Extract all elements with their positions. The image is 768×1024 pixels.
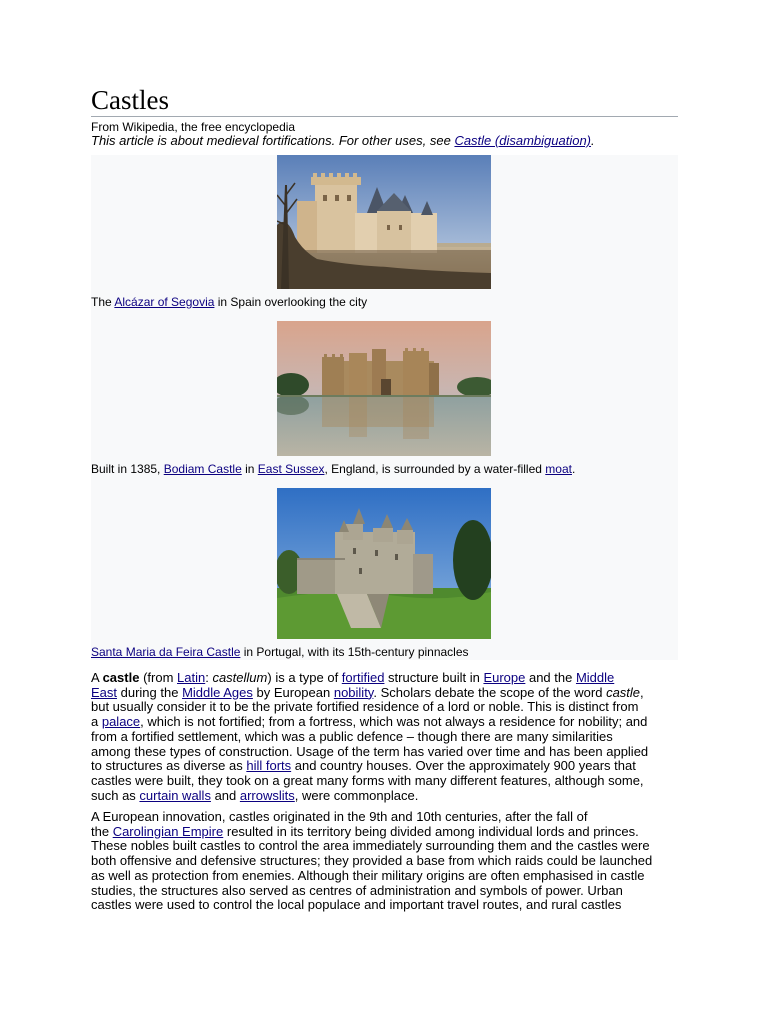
title-divider xyxy=(91,116,678,117)
text: A xyxy=(91,670,103,685)
text: ) is a type of xyxy=(267,670,342,685)
text: , were commonplace. xyxy=(294,787,419,803)
paragraph-line: as well as protection from enemies. Although their military origins are often emphasised in castle xyxy=(91,867,645,883)
caption-text: , England, is surrounded by a water-filled xyxy=(324,462,546,476)
text: . Scholars debate the scope of the word xyxy=(373,684,607,700)
paragraph-line xyxy=(91,759,681,774)
arrowslits-link[interactable]: arrowslits xyxy=(239,787,295,803)
text: and xyxy=(210,787,240,803)
caption-text: The xyxy=(91,295,115,309)
text: by European xyxy=(252,684,334,700)
curtain-walls-link[interactable]: curtain walls xyxy=(139,787,211,803)
caption-text: in Portugal, with its 15th-century pinnacles xyxy=(240,645,469,659)
text: resulted in its territory being divided among individual lords and princes. xyxy=(223,823,639,839)
paragraph-line xyxy=(91,825,681,840)
hatnote-end: . xyxy=(591,133,595,148)
disambiguation-link[interactable]: Castle (disambiguation) xyxy=(454,133,592,148)
text: the xyxy=(91,823,113,839)
caption-text: . xyxy=(571,462,576,476)
carolingian-empire-link[interactable]: Carolingian Empire xyxy=(112,823,224,839)
text: (from xyxy=(139,670,178,685)
figure-caption-2 xyxy=(91,462,575,476)
text: : xyxy=(205,670,213,685)
paragraph-line: both offensive and defensive structures; they provided a base from which raids could be launched xyxy=(91,853,653,869)
middle-east-link[interactable]: East xyxy=(91,684,118,700)
nobility-link[interactable]: nobility xyxy=(333,684,374,700)
east-sussex-link[interactable]: East Sussex xyxy=(257,462,325,476)
italic-term: castellum xyxy=(212,670,268,685)
bodiam-castle-photo[interactable] xyxy=(277,321,491,456)
caption-text: in Spain overlooking the city xyxy=(214,295,368,309)
paragraph-line xyxy=(91,686,681,701)
text: such as xyxy=(91,787,140,803)
history-paragraph xyxy=(91,810,681,913)
hill-forts-link[interactable]: hill forts xyxy=(246,758,292,774)
caption-text: in xyxy=(241,462,258,476)
paragraph-line: from a fortified settlement, which was a public defence – though there are many similarities xyxy=(91,728,613,744)
hatnote xyxy=(91,133,595,148)
text: structure built in xyxy=(384,670,484,685)
middle-east-link[interactable]: Middle xyxy=(575,670,615,685)
paragraph-line: These nobles built castles to control the area immediately surrounding them and the castles were xyxy=(91,838,650,854)
italic-term: castle xyxy=(606,684,641,700)
moat-link[interactable]: moat xyxy=(545,462,572,476)
latin-link[interactable]: Latin xyxy=(177,670,206,685)
bold-term: castle xyxy=(102,670,140,685)
alcazar-of-segovia-link[interactable]: Alcázar of Segovia xyxy=(114,295,215,309)
paragraph-line xyxy=(91,671,681,686)
text: and the xyxy=(525,670,576,685)
paragraph-line: among these types of construction. Usage of the term has varied over time and has been applied xyxy=(91,743,649,759)
text: , xyxy=(640,684,644,700)
paragraph-line: A European innovation, castles originated in the 9th and 10th centuries, after the fall of xyxy=(91,809,588,824)
paragraph-line: castles were built, they took on a great many forms with many different features, although some, xyxy=(91,772,644,788)
paragraph-line: studies, the structures also served as centres of administration and symbols of power. Urban xyxy=(91,882,623,898)
text: a xyxy=(91,714,102,730)
caption-text: Built in 1385, xyxy=(91,462,164,476)
paragraph-line xyxy=(91,789,681,804)
paragraph-line xyxy=(91,715,681,730)
text: and country houses. Over the approximately 900 years that xyxy=(291,758,636,774)
figure-caption-3 xyxy=(91,645,469,659)
paragraph-line: but usually consider it to be the private fortified residence of a lord or noble. This is distinct from xyxy=(91,699,639,715)
europe-link[interactable]: Europe xyxy=(483,670,526,685)
palace-link[interactable]: palace xyxy=(101,714,141,730)
alcazar-of-segovia-photo[interactable] xyxy=(277,155,491,289)
image-gallery xyxy=(91,155,678,660)
text: to structures as diverse as xyxy=(91,758,247,774)
page-title: Castles xyxy=(91,85,169,115)
fortified-link[interactable]: fortified xyxy=(341,670,385,685)
bodiam-castle-link[interactable]: Bodiam Castle xyxy=(163,462,242,476)
figure-caption-1 xyxy=(91,295,367,309)
site-tagline: From Wikipedia, the free encyclopedia xyxy=(91,120,296,134)
lead-paragraph xyxy=(91,671,681,803)
text: during the xyxy=(117,684,183,700)
santa-maria-da-feira-castle-photo[interactable] xyxy=(277,488,491,639)
santa-maria-da-feira-castle-link[interactable]: Santa Maria da Feira Castle xyxy=(91,645,241,659)
middle-ages-link[interactable]: Middle Ages xyxy=(182,684,253,700)
paragraph-line: castles were used to control the local populace and important travel routes, and rural castles xyxy=(91,897,622,913)
hatnote-text: This article is about medieval fortifications. For other uses, see xyxy=(91,133,455,148)
text: , which is not fortified; from a fortress, which was not always a residence for nobility; and xyxy=(140,714,648,730)
